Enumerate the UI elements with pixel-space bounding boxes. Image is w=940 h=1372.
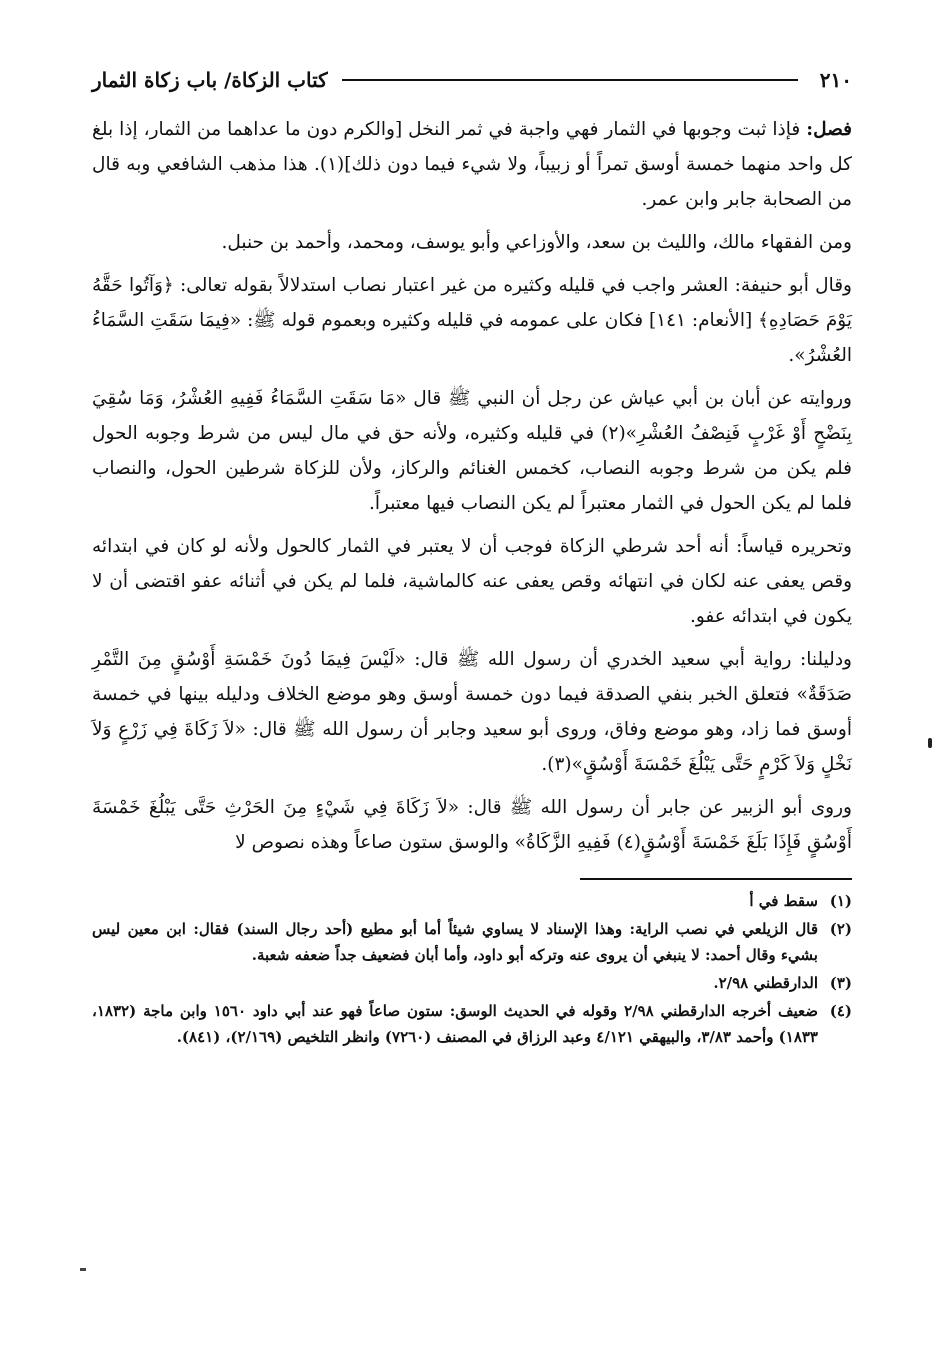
footnote-number: (٢) xyxy=(829,920,852,938)
margin-mark xyxy=(928,738,932,748)
footnote-number: (١) xyxy=(829,892,852,910)
chapter-title: كتاب الزكاة/ باب زكاة الثمار xyxy=(92,68,328,92)
footnote-number: (٤) xyxy=(829,1002,852,1020)
footnotes xyxy=(92,888,852,1050)
paragraph xyxy=(92,268,852,373)
paragraph xyxy=(92,790,852,860)
footnote-text: ضعيف أخرجه الدارقطني ٢/٩٨ وقوله في الحديث الوسق: ستون صاعاً فهو عند أبي داود ١٥٦٠ وابن ماجة (١٨٣٢، ١٨٣٣) وأحمد ٣/٨٣، والبيهقي ٤/١٢١ وعبد الرزاق في المصنف (٧٢٦٠) وانظر التلخيص (٢/١٦٩)، (٨٤١). xyxy=(92,1002,818,1046)
paragraph-text: وروايته عن أبان بن أبي عياش عن رجل أن النبي ﷺ قال «مَا سَقَتِ السَّمَاءُ فَفِيهِ العُشْرُ، وَمَا سُقِيَ بِنَضْحٍ أَوْ غَرْبٍ فَنِصْفُ العُشْرِ»(٢) في قليله وكثيره، ولأنه حق في مال ليس من شرط وجوبه الحول فلم يكن من شرط وجوبه النصاب، كخمس الغنائم والركاز، ولأن للزكاة شرطين الحول، والنصاب فلما لم يكن الحول في الثمار معتبراً لم يكن النصاب فيها معتبراً. xyxy=(92,388,852,514)
footnote-text: الدارقطني ٢/٩٨. xyxy=(713,974,818,992)
paragraph xyxy=(92,381,852,521)
footnote-number: (٣) xyxy=(829,974,852,992)
paragraph-text: وروى أبو الزبير عن جابر أن رسول الله ﷺ قال: «لاَ زَكَاةَ فِي شَيْءٍ مِنَ الحَرْثِ حَتَّى يَبْلُغَ خَمْسَةَ أَوْسُقٍ فَإِذَا بَلَغَ خَمْسَةَ أَوْسُقٍ(٤) فَفِيهِ الزَّكَاةُ» والوسق ستون صاعاً وهذه نصوص لا xyxy=(92,797,852,853)
paragraph xyxy=(92,529,852,634)
footnote xyxy=(92,998,852,1050)
section-label: فصل: xyxy=(806,119,852,140)
footnote-text: سقط في أ xyxy=(749,892,818,910)
paragraph xyxy=(92,112,852,217)
paragraph xyxy=(92,225,852,260)
paragraph-text: ومن الفقهاء مالك، والليث بن سعد، والأوزاعي وأبو يوسف، ومحمد، وأحمد بن حنبل. xyxy=(221,232,852,253)
footnote xyxy=(92,916,852,968)
paragraph-text: فإذا ثبت وجوبها في الثمار فهي واجبة في ثمر النخل [والكرم دون ما عداهما من الثمار، إذا بلغ كل واحد منهما خمسة أوسق تمراً أو زبيباً، ولا شيء فيما دون ذلك](١). هذا مذهب الشافعي وبه قال من الصحابة جابر وابن عمر. xyxy=(92,119,852,210)
running-head xyxy=(92,60,852,100)
footnote-rule xyxy=(580,878,852,880)
paragraph-text: ودليلنا: رواية أبي سعيد الخدري أن رسول الله ﷺ قال: «لَيْسَ فِيمَا دُونَ خَمْسَةِ أَوْسُقٍ مِنَ التَّمْرِ صَدَقَةٌ» فتعلق الخبر بنفي الصدقة فيما دون خمسة أوسق وهو موضع الخلاف ودليله بينها في خمسة أوسق فما زاد، وهو موضع وفاق، وروى أبو سعيد وجابر أن رسول الله ﷺ قال: «لاَ زَكَاةَ فِي زَرْعٍ وَلاَ نَخْلٍ وَلاَ كَرْمٍ حَتَّى يَبْلُغَ خَمْسَةَ أَوْسُقٍ»(٣). xyxy=(92,649,852,775)
footnote-text: قال الزيلعي في نصب الراية: وهذا الإسناد لا يساوي شيئاً أما أبو مطيع (أحد رجال السند) فقال: ابن معين ليس بشيء وقال أحمد: لا ينبغي أن يروى عنه وتركه أبو داود، وأما أبان فضعيف جداً ضعفه شعبة. xyxy=(92,920,819,964)
main-text xyxy=(92,112,852,860)
scan-speck xyxy=(80,1268,86,1271)
paragraph xyxy=(92,642,852,782)
paragraph-text: وقال أبو حنيفة: العشر واجب في قليله وكثيره من غير اعتبار نصاب استدلالاً بقوله تعالى: ﴿وَآتُوا حَقَّهُ يَوْمَ حَصَادِهِ﴾ [الأنعام: ١٤١] فكان على عمومه في قليله وكثيره وبعموم قوله ﷺ: «فِيمَا سَقَتِ السَّمَاءُ العُشْرُ». xyxy=(92,275,852,366)
header-rule-segment xyxy=(342,79,798,81)
footnote xyxy=(92,970,852,996)
page-number: ٢١٠ xyxy=(819,68,852,92)
footnote xyxy=(92,888,852,914)
paragraph-text: وتحريره قياساً: أنه أحد شرطي الزكاة فوجب أن لا يعتبر في الثمار كالحول ولأنه لو كان في ابتدائه وقص يعفى عنه لكان في انتهائه وقص يعفى عنه كالماشية، فلما لم يكن في أثنائه عفو اقتضى أن لا يكون في ابتدائه عفو. xyxy=(92,536,852,627)
